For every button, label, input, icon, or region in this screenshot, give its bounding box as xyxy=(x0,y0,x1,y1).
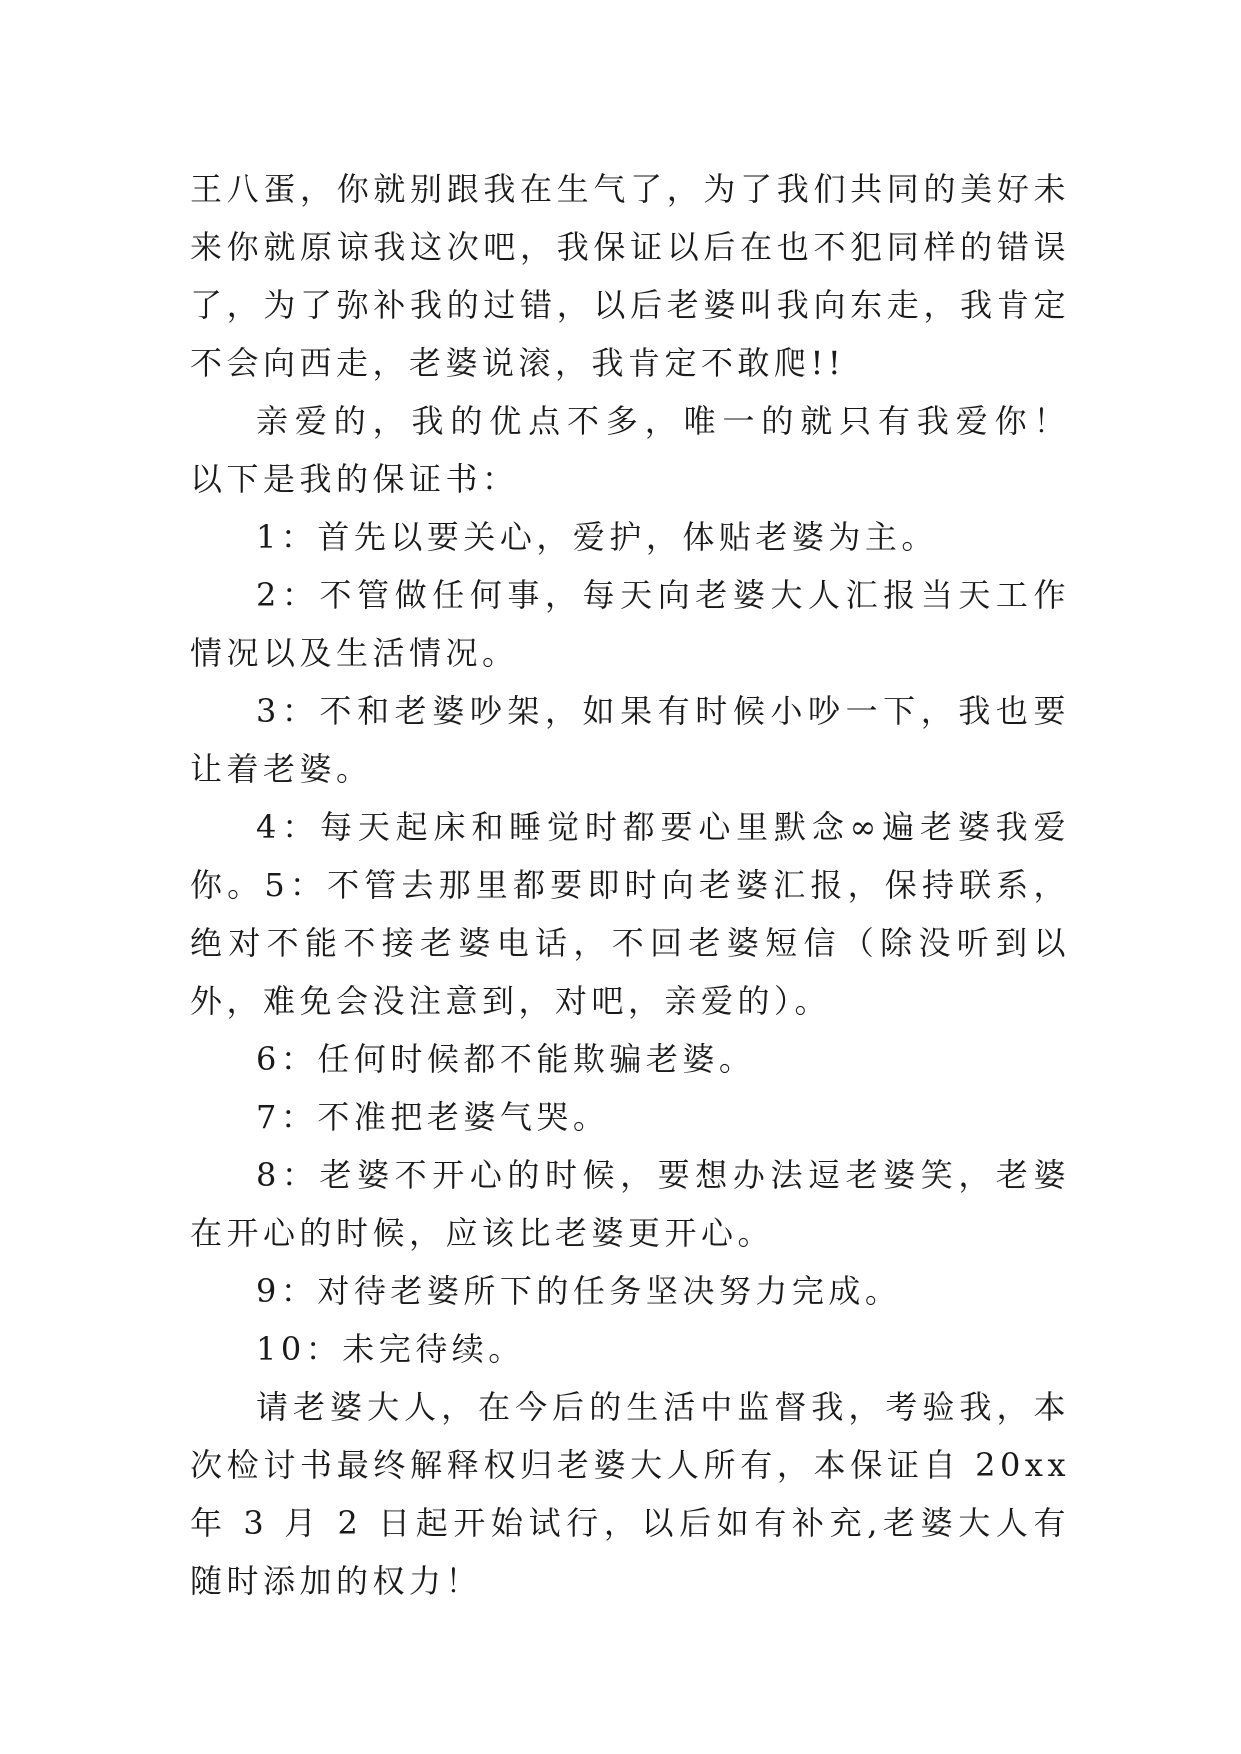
paragraph-10: 9：对待老婆所下的任务坚决努力完成。 xyxy=(256,1272,902,1310)
paragraph-12: 请老婆大人，在今后的生活中监督我，考验我，本次检讨书最终解释权归老婆大人所有，本保证自 20xx 年 3 月 2 日起开始试行，以后如有补充,老婆大人有随时添加的权力！ xyxy=(190,1388,1070,1600)
paragraph-4: 2：不管做任何事，每天向老婆大人汇报当天工作情况以及生活情况。 xyxy=(190,576,1070,672)
paragraph-7: 6：任何时候都不能欺骗老婆。 xyxy=(256,1040,756,1078)
paragraph-5: 3：不和老婆吵架，如果有时候小吵一下，我也要让着老婆。 xyxy=(190,692,1070,788)
paragraph-2: 亲爱的，我的优点不多，唯一的就只有我爱你！ 以下是我的保证书： xyxy=(190,402,1070,498)
paragraph-9: 8：老婆不开心的时候，要想办法逗老婆笑，老婆在开心的时候，应该比老婆更开心。 xyxy=(190,1156,1070,1252)
paragraph-3: 1：首先以要关心，爱护，体贴老婆为主。 xyxy=(256,518,938,556)
paragraph-1: 王八蛋，你就别跟我在生气了，为了我们共同的美好未来你就原谅我这次吧，我保证以后在也不犯同样的错误了，为了弥补我的过错，以后老婆叫我向东走，我肯定不会向西走，老婆说滚，我肯定不敢爬!! xyxy=(190,170,1070,382)
paragraph-6: 4：每天起床和睡觉时都要心里默念∞遍老婆我爱你。5：不管去那里都要即时向老婆汇报，保持联系，绝对不能不接老婆电话，不回老婆短信（除没听到以外，难免会没注意到，对吧，亲爱的）。 xyxy=(190,808,1070,1020)
paragraph-11: 10：未完待续。 xyxy=(256,1330,525,1368)
document-body xyxy=(190,160,1070,1610)
paragraph-8: 7：不准把老婆气哭。 xyxy=(256,1098,610,1136)
